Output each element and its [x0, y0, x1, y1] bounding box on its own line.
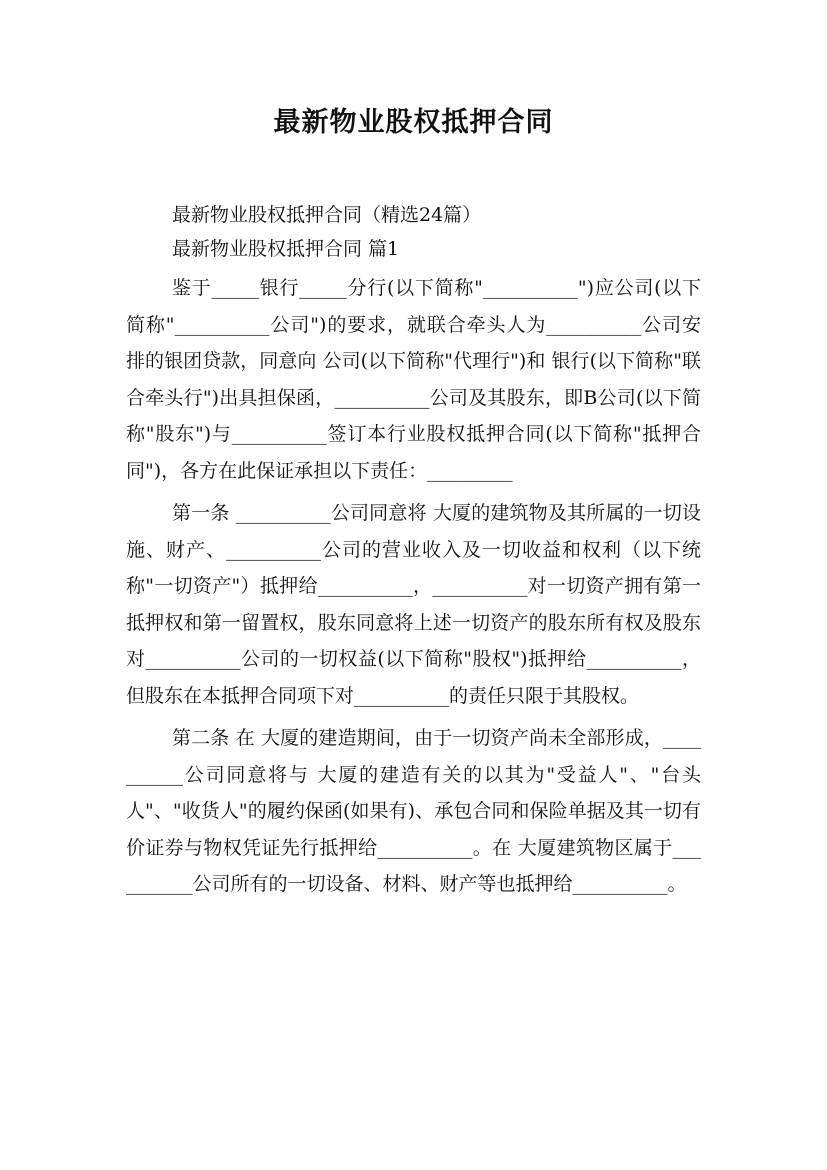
section-heading: 最新物业股权抵押合同 篇1	[172, 238, 400, 260]
paragraph-article-2: 第二条 在 大厦的建造期间，由于一切资产尚未全部形成，__________公司同意将与 大厦的建造有关的以其为"受益人"、"台头人"、"收货人"的履约保函(如果有)、承包合同和保险单据及其一切有价证券与物权凭证先行抵押给__________。在 大厦建筑物区属于__________公司所有的一切设备、材料、财产等也抵押给__________。	[126, 727, 701, 895]
document-subtitle: 最新物业股权抵押合同（精选24篇）	[172, 204, 482, 226]
paragraph-article-1: 第一条 __________公司同意将 大厦的建筑物及其所属的一切设施、财产、__________公司的营业收入及一切收益和权利（以下统称"一切资产"）抵押给__________，__________对一切资产拥有第一抵押权和第一留置权，股东同意将上述一切资产的股东所有权及股东对__________公司的一切权益(以下简称"股权")抵押给__________，但股东在本抵押合同项下对__________的责任只限于其股权。	[126, 502, 701, 707]
document-body	[126, 270, 701, 903]
paragraph-preamble: 鉴于_____银行_____分行(以下简称"__________")应公司(以下简称"__________公司")的要求，就联合牵头人为__________公司安排的银团贷款，同意向 公司(以下简称"代理行")和 银行(以下简称"联合牵头行")出具担保函，__________公司及其股东，即B公司(以下简称"股东")与__________签订本行业股权抵押合同(以下简称"抵押合同")，各方在此保证承担以下责任：_________	[126, 277, 701, 482]
document-title: 最新物业股权抵押合同	[273, 107, 554, 138]
